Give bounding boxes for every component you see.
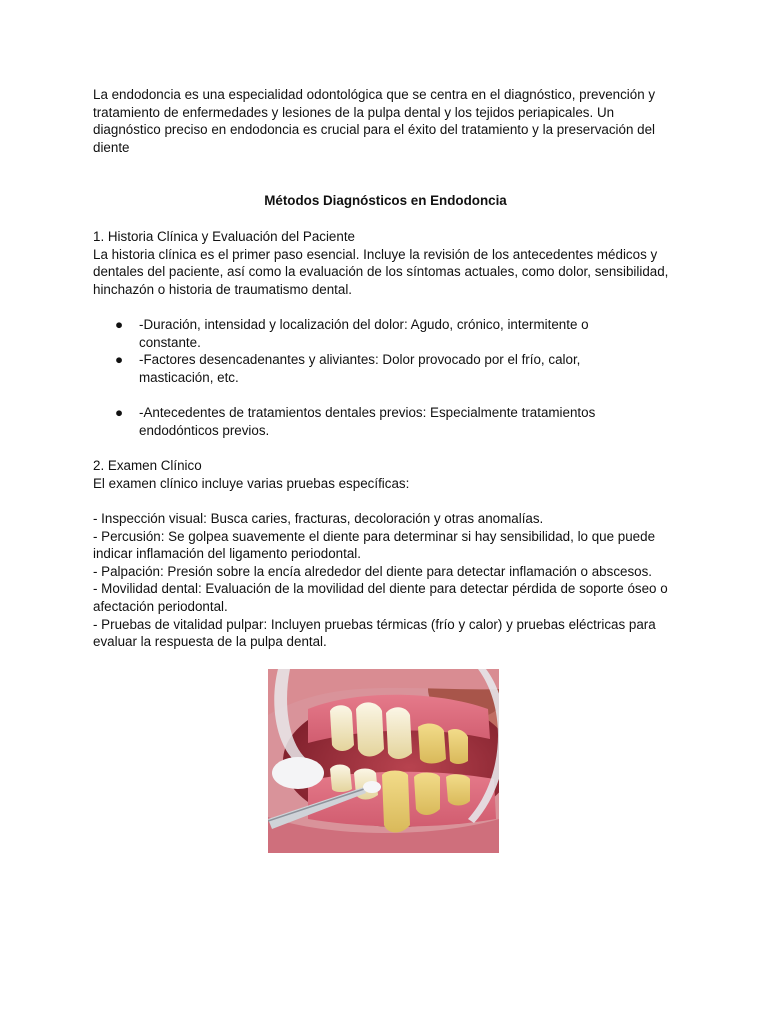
list-item: - Pruebas de vitalidad pulpar: Incluyen pruebas térmicas (frío y calor) y pruebas eléctricas para evaluar la respuesta de la pulpa dental. [93, 616, 656, 650]
list-item: - Percusión: Se golpea suavemente el diente para determinar si hay sensibilidad, lo que puede indicar inflamación del ligamento periodontal. [93, 528, 656, 562]
bullet-icon: ● [115, 405, 124, 420]
dental-photo-illustration [268, 669, 499, 853]
list-item: - Palpación: Presión sobre la encía alrededor del diente para detectar inflamación o abscesos. [93, 563, 653, 579]
list-item: ● -Antecedentes de tratamientos dentales previos: Especialmente tratamientos endodónticos previos. [115, 405, 596, 438]
bullet-icon: ● [115, 317, 124, 332]
bullet-list-1 [93, 316, 653, 386]
exam-list [93, 510, 683, 651]
list-item: ● -Duración, intensidad y localización del dolor: Agudo, crónico, intermitente o constante. [115, 317, 589, 350]
list-item: - Movilidad dental: Evaluación de la movilidad del diente para detectar pérdida de soporte óseo o afectación periodontal. [93, 581, 668, 614]
list-item: ● -Factores desencadenantes y aliviantes: Dolor provocado por el frío, calor, masticación, etc. [115, 352, 581, 385]
intro-paragraph: La endodoncia es una especialidad odontológica que se centra en el diagnóstico, prevención y tratamiento de enfermedades y lesiones de la pulpa dental y los tejidos periapicales. Un diagnóstico preciso en endodoncia es crucial para el éxito del tratamiento y la preservación del diente [93, 87, 656, 155]
section-title: Métodos Diagnósticos en Endodoncia [264, 193, 507, 208]
section2-heading: 2. Examen Clínico [93, 458, 202, 473]
section1-body: La historia clínica es el primer paso esencial. Incluye la revisión de los antecedentes médicos y dentales del paciente, así como la evaluación de los síntomas actuales, como dolor, sensibilidad, hinchazón o historia de traumatismo dental. [93, 246, 669, 297]
bullet-icon: ● [115, 352, 124, 368]
section2-body: El examen clínico incluye varias pruebas específicas: [93, 475, 410, 491]
section1-heading: 1. Historia Clínica y Evaluación del Paciente [93, 229, 355, 244]
list-item: - Inspección visual: Busca caries, fracturas, decoloración y otras anomalías. [93, 511, 544, 526]
dental-exam-photo [268, 669, 499, 853]
bullet-list-2 [93, 404, 653, 439]
